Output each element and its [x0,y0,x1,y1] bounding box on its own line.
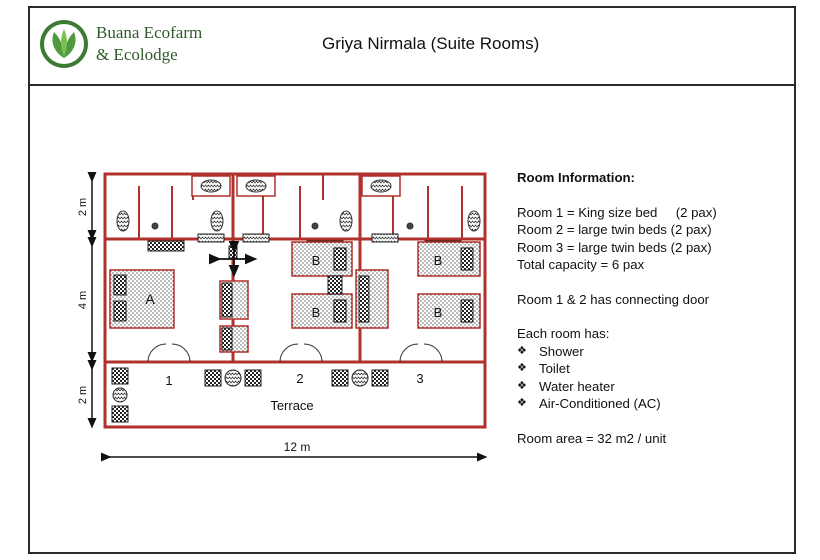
room-information-panel [517,169,717,447]
room-area-line: Room area = 32 m2 / unit [517,430,667,446]
vertical-dimension-labels [77,198,89,404]
door-swing-icon [400,344,418,362]
bullet-icon: ❖ [517,362,527,374]
bullet-icon: ❖ [517,397,527,409]
brand-line-2: & Ecolodge [96,45,178,64]
amenity-label: Toilet [539,361,570,376]
room-1-line: Room 1 = King size bed (2 pax) [517,204,717,220]
vent-icon [372,234,398,242]
room-2-furniture [292,242,388,328]
terrace-label: Terrace [270,398,314,413]
cabinet-pattern [222,283,232,317]
chair-icon [332,370,348,386]
door-swing-icon [148,344,166,362]
chair-icon [112,368,128,384]
pillow-icon [114,301,126,321]
bathroom-fixtures [192,176,400,196]
room-number: 2 [296,371,304,386]
table-icon [225,370,241,386]
toilet-icon [468,211,480,231]
chair-icon [205,370,221,386]
room-3-furniture [418,242,480,328]
spacer [517,187,717,204]
pillow-icon [461,300,473,322]
plan-labels [145,253,442,454]
cabinet-pattern [359,276,369,322]
connecting-door-line: Room 1 & 2 has connecting door [517,291,710,307]
spacer [517,413,717,430]
bed-label: B [433,253,443,268]
sink-icon [201,180,221,192]
width-dimension-label: 12 m [283,440,311,454]
amenity-label: Water heater [539,378,615,394]
total-capacity-line: Total capacity = 6 pax [517,257,645,272]
door-swing-icon [172,344,190,362]
spacer [517,308,717,325]
vent-icon [198,234,224,242]
bed-label: A [145,291,155,307]
bed-label: B [311,253,321,268]
amenity-item [517,343,717,361]
toilet-icon [211,211,223,231]
bottom-dimension-label: 2 m [77,385,89,405]
chair-icon [112,406,128,422]
room-number: 3 [416,371,424,386]
nightstand-icon [328,276,342,294]
amenity-item [517,395,717,413]
table-icon [352,370,368,386]
chair-icon [372,370,388,386]
table-pattern [222,328,232,350]
amenity-label: Air-Conditioned (AC) [539,396,661,411]
table-icon [113,388,127,402]
each-room-heading: Each room has: [517,326,610,341]
brand-line-1: Buana Ecofarm [96,23,203,42]
pillow-icon [334,300,346,322]
pillow-icon [461,248,473,270]
room-2-line: Room 2 = large twin beds (2 pax) [517,222,712,237]
door-swing-icon [304,344,322,362]
toilet-icon [117,211,129,231]
ac-unit-icon [148,241,184,251]
sink-icon [246,180,266,192]
top-dimension-label: 2 m [77,197,89,217]
drain-icon [152,223,158,229]
vent-icon [243,234,269,242]
room-number: 1 [165,373,173,388]
door-swing-icon [280,344,298,362]
room-3-line: Room 3 = large twin beds (2 pax) [517,239,712,255]
drain-icon [312,223,318,229]
door-swing-icon [424,344,442,362]
drain-icon [407,223,413,229]
pillow-icon [334,248,346,270]
chair-icon [245,370,261,386]
door-lock-icon [229,246,237,258]
doors [148,344,442,362]
terrace-furniture [112,368,388,422]
bed-label: B [311,305,321,320]
bed-label: B [433,305,443,320]
page-title: Griya Nirmala (Suite Rooms) [322,34,540,53]
spacer [517,274,717,291]
middle-dimension-label: 4 m [77,290,89,310]
room-1-furniture [110,246,252,352]
amenity-label: Shower [539,343,584,359]
bullet-icon: ❖ [517,379,527,392]
amenity-item [517,378,717,396]
bullet-icon: ❖ [517,344,527,357]
amenity-item [517,360,717,378]
pillow-icon [114,275,126,295]
sink-icon [371,180,391,192]
toilet-icon [340,211,352,231]
room-information-heading: Room Information: [517,170,635,185]
